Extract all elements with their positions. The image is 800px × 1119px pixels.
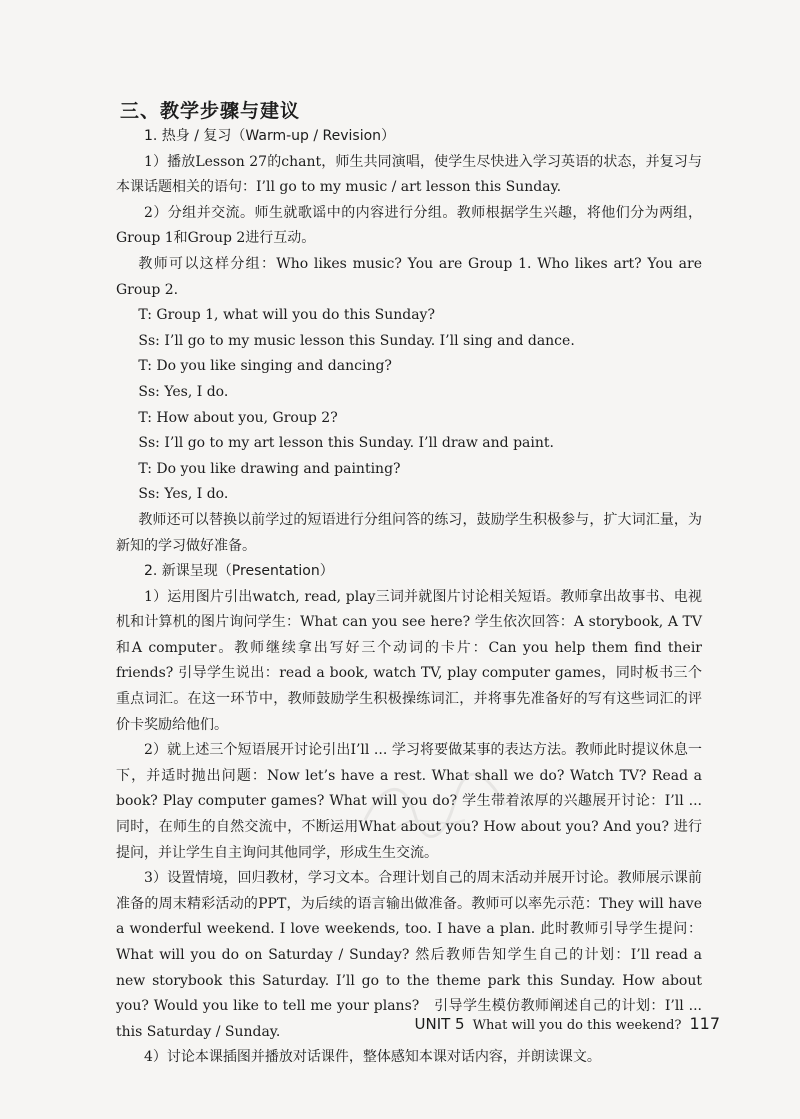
dialogue-line: Ss: Yes, I do. [138,486,229,503]
page-footer [415,1014,721,1033]
paragraph: 4）讨论本课插图并播放对话课件，整体感知本课对话内容，并朗读课文。 [144,1049,601,1066]
watermark-graphic [355,760,535,850]
paragraph: 1）运用图片引出watch, read, play三词并就图片讨论相关短语。教师拿出故事书、电视机和计算机的图片询问学生：What can you see here? 学生依次回答：A storybook, A TV和A computer。教师继续拿出写好三个动词的卡片：Can you help them find their friends? 引导学生说出：read a book, watch TV, play computer games，同时板书三个重点词汇。在这一环节中，教师鼓励学生积极操练词汇，并将事先准备好的写有这些词汇的评价卡奖励给他们。 [116,588,702,733]
dialogue-line: Ss: I’ll go to my music lesson this Sunday. I’ll sing and dance. [138,332,575,349]
paragraph: 2）分组并交流。师生就歌谣中的内容进行分组。教师根据学生兴趣，将他们分为两组，Group 1和Group 2进行互动。 [116,204,702,247]
subsection-title-warmup: 1. 热身 / 复习（Warm-up / Revision） [144,128,396,144]
paragraph: 教师可以这样分组：Who likes music? You are Group 1. Who likes art? You are Group 2. [116,255,702,298]
dialogue-line: Ss: I’ll go to my art lesson this Sunday. I’ll draw and paint. [138,435,554,452]
dialogue-line: T: How about you, Group 2? [138,409,338,426]
body-text [116,124,702,1071]
dialogue-line: T: Do you like drawing and painting? [138,460,401,477]
dialogue-line: Ss: Yes, I do. [138,383,229,400]
paragraph: 2）就上述三个短语展开讨论引出I’ll ... 学习将要做某事的表达方法。教师此时提议休息一下，并适时抛出问题：Now let’s have a rest. What shall we do? Watch TV? Read a book? Play computer games? What will you do? 学生带着浓厚的兴趣展开讨论：I’ll ... 同时，在师生的自然交流中，不断运用What about you? How about you? And you? 进行提问，并让学生自主询问其他同学，形成生生交流。 [116,742,702,861]
section-heading: 三、教学步骤与建议 [120,100,301,122]
dialogue-line: T: Group 1, what will you do this Sunday? [138,307,435,324]
dialogue-line: T: Do you like singing and dancing? [138,358,392,375]
footer-unit-label: UNIT 5 [414,1015,465,1033]
subsection-title-presentation: 2. 新课呈现（Presentation） [144,563,334,580]
footer-unit-title: What will you do this weekend? [472,1018,682,1033]
paragraph: 教师还可以替换以前学过的短语进行分组问答的练习，鼓励学生积极参与，扩大词汇量，为新知的学习做好准备。 [116,511,702,554]
page-number: 117 [689,1014,720,1033]
paragraph: 1）播放Lesson 27的chant，师生共同演唱，使学生尽快进入学习英语的状态，并复习与本课话题相关的语句：I’ll go to my music / art lesson this Sunday. [116,153,702,196]
paragraph: 3）设置情境，回归教材，学习文本。合理计划自己的周末活动并展开讨论。教师展示课前准备的周末精彩活动的PPT，为后续的语言输出做准备。教师可以率先示范：They will have a wonderful weekend. I love weekends, too. I have a plan. 此时教师引导学生提问：What will you do on Saturday / Sunday? 然后教师告知学生自己的计划：I’ll read a new storybook this Saturday. I’ll go to the theme park this Sunday. How about you? Would you like to tell me your plans? 引导学生模仿教师阐述自己的计划：I’ll ... this Saturday / Sunday. [116,870,702,1040]
